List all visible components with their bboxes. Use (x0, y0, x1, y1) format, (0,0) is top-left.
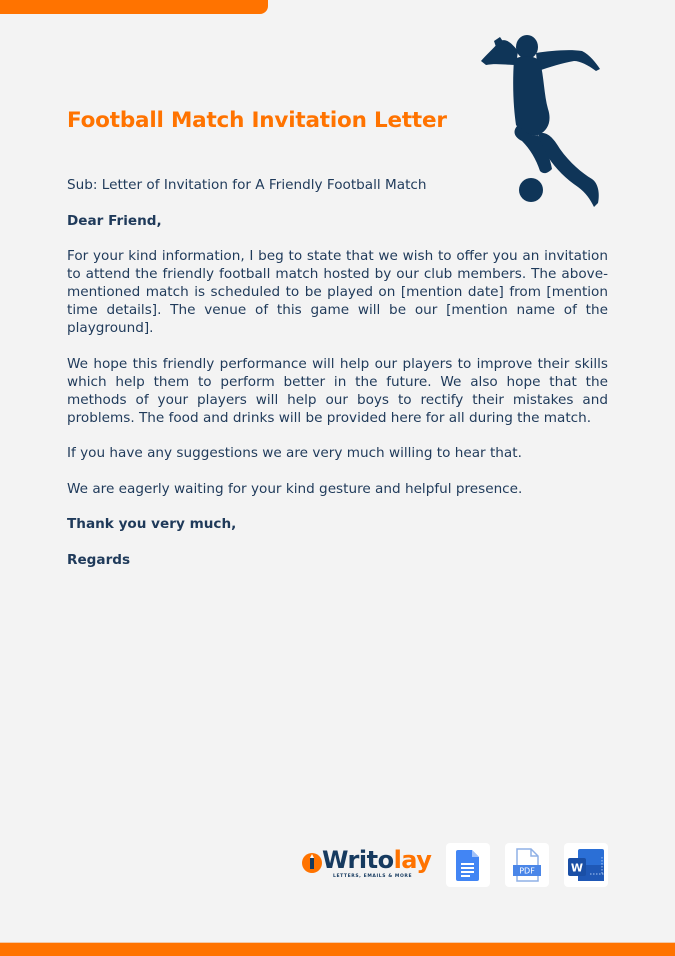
brand-name: Writolay (322, 846, 432, 874)
top-accent-bar (0, 0, 268, 14)
google-docs-icon (446, 843, 490, 887)
letter-paragraph: We hope this friendly performance will help our players to improve their skills which help them to perform better in the future. We also hope that the methods of your players will help our boys to rectify their mistakes and problems. The food and drinks will be provided here for all during the match. (67, 355, 608, 426)
letter-paragraph: If you have any suggestions we are very much willing to hear that. (67, 445, 522, 461)
page-title: Football Match Invitation Letter (67, 108, 447, 133)
pdf-icon (505, 843, 549, 887)
word-download-button[interactable] (564, 843, 608, 887)
pencil-logo-icon (302, 853, 322, 873)
letter-paragraph: We are eagerly waiting for your kind gesture and helpful presence. (67, 480, 523, 497)
writolay-logo[interactable] (300, 846, 432, 882)
bottom-accent-bar (0, 942, 675, 956)
word-icon (564, 843, 608, 887)
pdf-download-button[interactable] (505, 843, 549, 887)
letter-salutation: Dear Friend, (67, 212, 162, 229)
letter-subject: Sub: Letter of Invitation for A Friendly Football Match (67, 177, 427, 193)
brand-tagline: LETTERS, EMAILS & MORE (333, 874, 413, 879)
letter-body (67, 176, 608, 586)
letter-signoff: Regards (67, 551, 131, 568)
svg-text:W: W (570, 861, 584, 875)
letter-closing: Thank you very much, (67, 516, 237, 532)
letter-paragraph: For your kind information, I beg to state that we wish to offer you an invitation to attend the friendly football match hosted by our club members. The above-mentioned match is scheduled to be played on [mention date] from [mention time details]. The venue of this game will be our [mention name of the playground]. (67, 248, 608, 336)
svg-text:PDF: PDF (519, 866, 535, 876)
google-docs-download-button[interactable] (446, 843, 490, 887)
